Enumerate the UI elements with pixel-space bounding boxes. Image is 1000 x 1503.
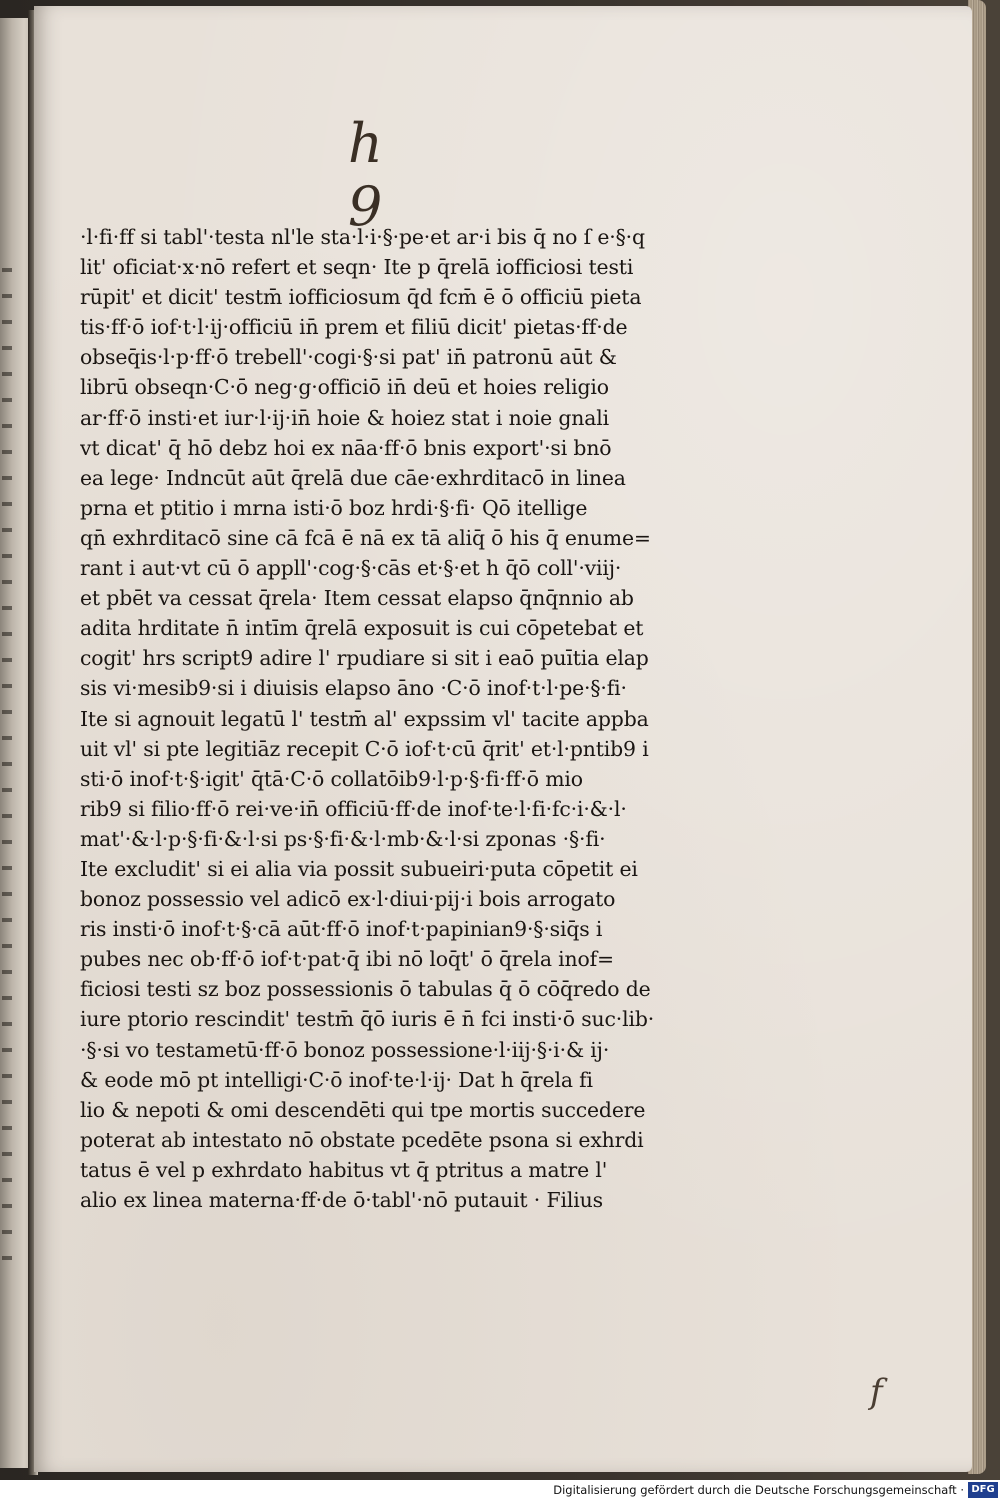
facing-text-fragment: [2, 996, 12, 1000]
text-line: tis·ff·ō iof·t·l·ij·officiū in̄ prem et filiū dicit' pietas·ff·de: [80, 315, 628, 340]
text-line: rant i aut·vt cū ō appll'·cog·§·cās et·§·et h q̄ō coll'·viij·: [80, 556, 622, 581]
text-line: ea lege· Indncūt aūt q̄relā due cāe·exhrditacō in linea: [80, 465, 626, 490]
text-line: ficiosi testi sz boz possessionis ō tabulas q̄ ō cōq̄redo de: [80, 977, 651, 1002]
facing-text-fragment: [2, 1152, 12, 1156]
facing-text-fragment: [2, 372, 12, 376]
facing-text-fragment: [2, 866, 12, 870]
text-line: Ite si agnouit legatū l' testm̄ al' expssim vl' tacite appba: [80, 706, 649, 731]
facing-text-fragment: [2, 606, 12, 610]
text-line: pubes nec ob·ff·ō iof·t·pat·q̄ ibi nō loq̄t' ō q̄rela inof=: [80, 947, 614, 972]
facing-text-fragment: [2, 1048, 12, 1052]
folio-mark: f: [870, 1372, 883, 1412]
text-line: librū obseqn·C·ō neg·g·officiō in̄ deū et hoies religio: [80, 375, 609, 400]
facing-text-fragment: [2, 528, 12, 532]
text-line: prna et ptitio i mrna isti·ō boz hrdi·§·fi· Qō itellige: [80, 495, 588, 520]
text-line: ·l·fi·ff si tabl'·testa nl'le sta·l·i·§·pe·et ar·i bis q̄ no ſ e·§·q: [80, 225, 645, 249]
text-line: vt dicat' q̄ hō debz hoi ex nāa·ff·ō bnis export'·si bnō: [80, 435, 612, 460]
facing-text-fragment: [2, 892, 12, 896]
text-line: cogit' hrs script9 adire l' rpudiare si sit i eaō puītia elap: [80, 646, 649, 671]
text-line: poterat ab intestato nō obstate pcedēte psona si exhrdi: [80, 1127, 644, 1152]
facing-text-fragment: [2, 1074, 12, 1078]
text-line: ris insti·ō inof·t·§·cā aūt·ff·ō inof·t·papinian9·§·siq̄s i: [80, 917, 603, 942]
text-line: sis vi·mesib9·si i diuisis elapso āno ·C·ō inof·t·l·pe·§·fi·: [80, 676, 627, 701]
facing-text-fragment: [2, 1178, 12, 1182]
facing-text-fragment: [2, 554, 12, 558]
facing-text-fragment: [2, 424, 12, 428]
facing-text-fragment: [2, 710, 12, 714]
facing-text-fragment: [2, 476, 12, 480]
text-line: qn̄ exhrditacō sine cā fcā ē nā ex tā aliq̄ ō his q̄ enume=: [80, 525, 651, 550]
text-line: lit' oficiat·x·nō refert et seqn· Ite p q̄relā iofficiosi testi: [80, 255, 634, 280]
text-block: [80, 222, 680, 1215]
facing-text-fragment: [2, 450, 12, 454]
facing-text-fragment: [2, 398, 12, 402]
text-line: iure ptorio rescindit' testm̄ q̄ō iuris ē n̄ fci insti·ō suc·lib·: [80, 1007, 655, 1032]
facing-text-fragment: [2, 736, 12, 740]
facing-text-fragment: [2, 1204, 12, 1208]
facing-text-fragment: [2, 1100, 12, 1104]
text-line: alio ex linea materna·ff·de ō·tabl'·nō putauit · Filius: [80, 1188, 603, 1212]
folio-heading: h 9: [348, 112, 393, 238]
facing-text-fragment: [2, 268, 12, 272]
facing-text-fragment: [2, 658, 12, 662]
text-line: ar·ff·ō insti·et iur·l·ij·in̄ hoie & hoiez stat i noie gnali: [80, 405, 609, 430]
facing-text-fragment: [2, 970, 12, 974]
text-line: bonoz possessio vel adicō ex·l·diui·pij·i bois arrogato: [80, 887, 616, 912]
facing-text-fragment: [2, 840, 12, 844]
facing-text-fragment: [2, 788, 12, 792]
text-line: tatus ē vel p exhrdato habitus vt q̄ ptritus a matre l': [80, 1157, 608, 1182]
text-line: & eode mō pt intelligi·C·ō inof·te·l·ij· Dat h q̄rela fi: [80, 1067, 593, 1092]
text-line: ·§·si vo testametū·ff·ō bonoz possessione·l·iij·§·i·& ij·: [80, 1037, 610, 1062]
facing-text-fragment: [2, 1126, 12, 1130]
facing-page-edge: [0, 18, 30, 1468]
facing-text-fragment: [2, 502, 12, 506]
facing-text-fragment: [2, 684, 12, 688]
facing-text-fragment: [2, 320, 12, 324]
facing-text-fragment: [2, 944, 12, 948]
text-line: lio & nepoti & omi descendēti qui tpe mortis succedere: [80, 1097, 646, 1122]
facing-text-fragment: [2, 814, 12, 818]
dfg-logo: DFG: [968, 1482, 998, 1498]
text-line: mat'·&·l·p·§·fi·&·l·si ps·§·fi·&·l·mb·&·l·si zponas ·§·fi·: [80, 826, 606, 851]
facing-text-fragment: [2, 1022, 12, 1026]
text-line: Ite excludit' si ei alia via possit subueiri·puta cōpetit ei: [80, 856, 638, 881]
footer-credit: Digitalisierung gefördert durch die Deutsche Forschungsgemeinschaft ·: [553, 1483, 964, 1497]
text-line: sti·ō inof·t·§·igit' q̄tā·C·ō collatōib9·l·p·§·fi·ff·ō mio: [80, 766, 583, 791]
facing-text-fragment: [2, 918, 12, 922]
facing-text-fragment: [2, 580, 12, 584]
facing-text-fragment: [2, 632, 12, 636]
text-line: uit vl' si pte legitiāz recepit C·ō iof·t·cū q̄rit' et·l·pntib9 i: [80, 736, 649, 761]
text-line: et pbēt va cessat q̄rela· Item cessat elapso q̄nq̄nnio ab: [80, 586, 634, 611]
facing-text-fragment: [2, 346, 12, 350]
facing-text-fragment: [2, 762, 12, 766]
text-line: obseq̄is·l·p·ff·ō trebell'·cogi·§·si pat' in̄ patronū aūt &: [80, 345, 617, 370]
text-line: adita hrditate n̄ intīm q̄relā exposuit is cui cōpetebat et: [80, 616, 644, 641]
facing-text-fragment: [2, 1230, 12, 1234]
text-line: rib9 si filio·ff·ō rei·ve·in̄ officiū·ff·de inof·te·l·fi·fc·i·&·l·: [80, 796, 627, 821]
facing-text-fragment: [2, 294, 12, 298]
text-line: rūpit' et dicit' testm̄ iofficiosum q̄d fcm̄ ē ō officiū pieta: [80, 285, 642, 310]
facing-text-fragment: [2, 1256, 12, 1260]
